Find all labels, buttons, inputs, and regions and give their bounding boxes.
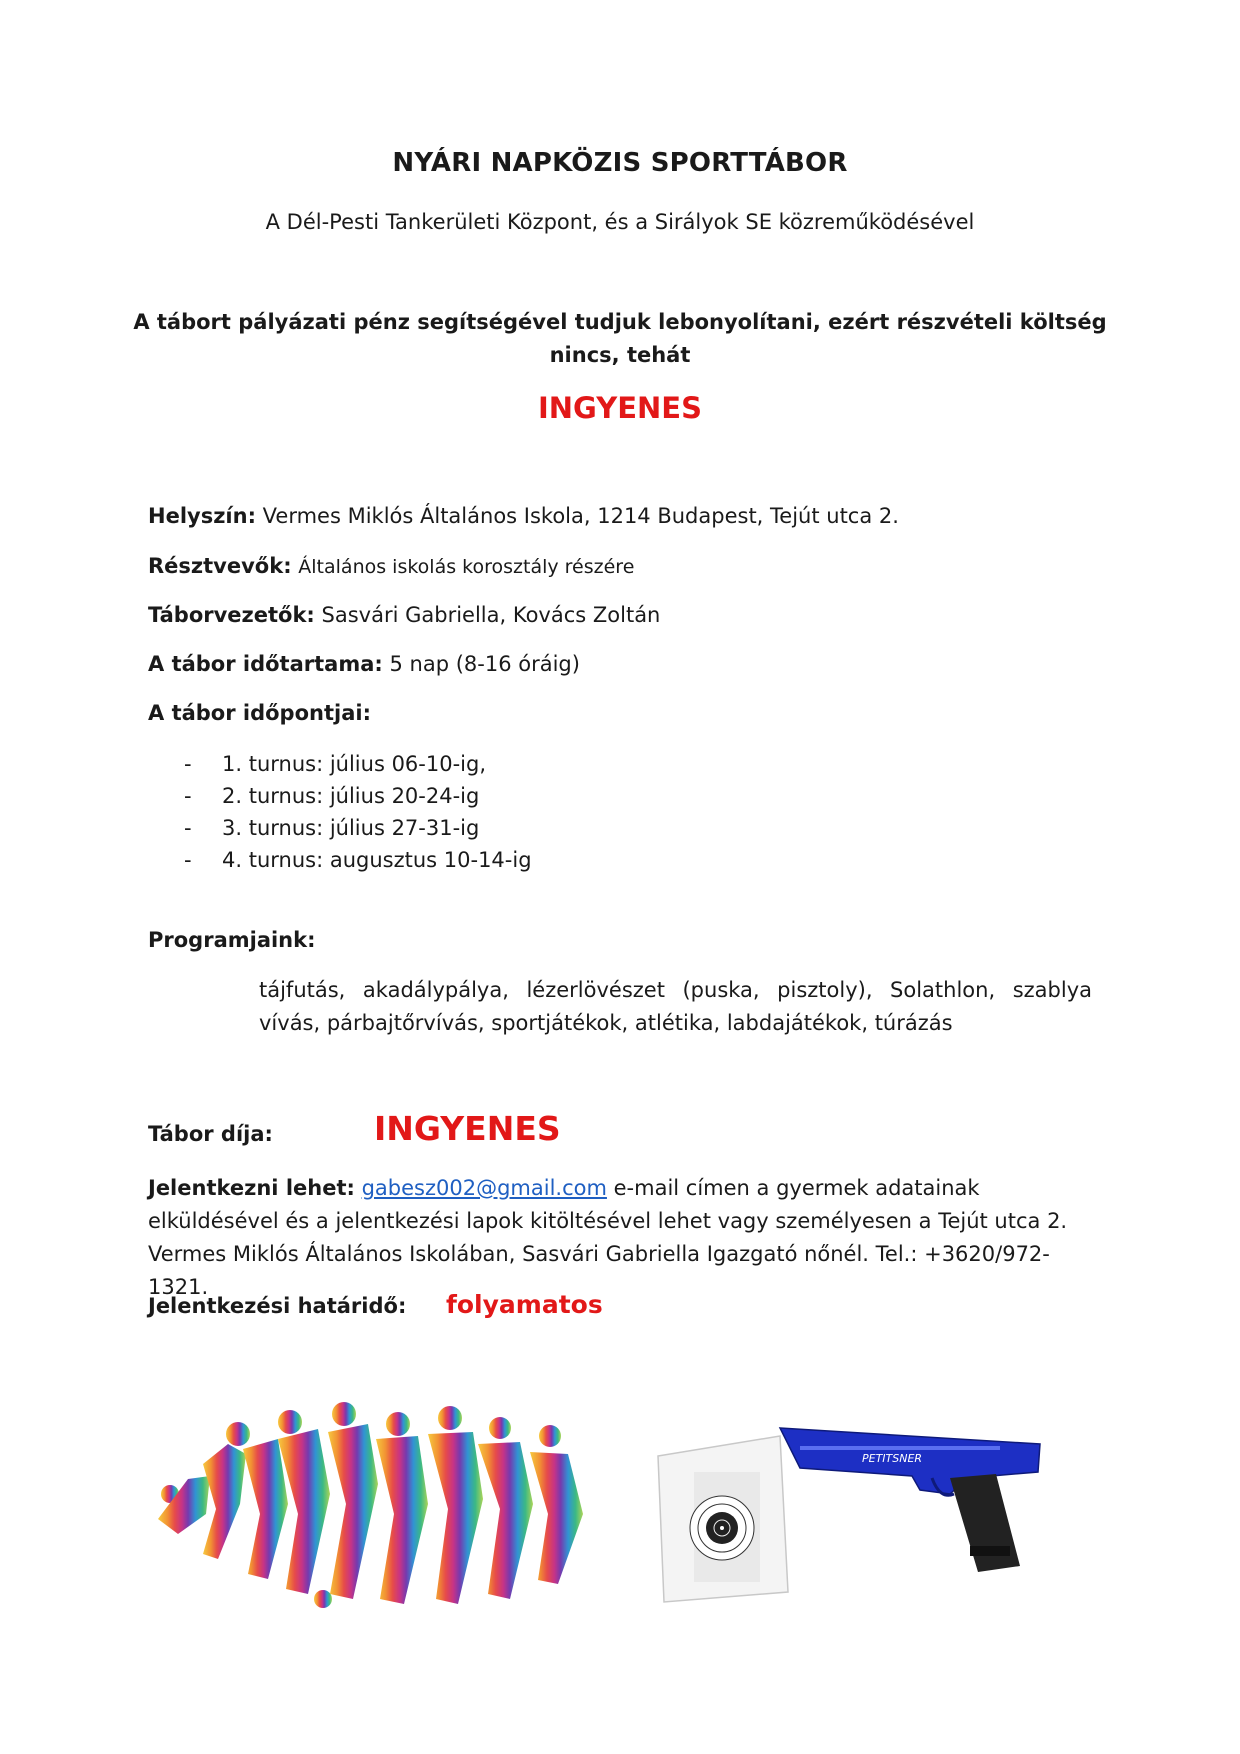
turn-text: 1. turnus: július 06-10-ig, (222, 752, 487, 776)
sports-silhouettes-illustration (148, 1384, 598, 1614)
duration-label: A tábor időtartama: (148, 652, 383, 676)
programs-text: tájfutás, akadálypálya, lézerlövészet (puska, pisztoly), Solathlon, szablya vívás, párbajtőrvívás, sportjátékok, atlétika, labdajátékok, túrázás (259, 978, 1092, 1035)
location-line (148, 504, 899, 528)
page-subtitle: A Dél-Pesti Tankerületi Központ, és a Sirályok SE közreműködésével (265, 210, 975, 234)
bullet-dash: - (184, 752, 192, 776)
location-label: Helyszín: (148, 504, 256, 528)
contact-paragraph (148, 1172, 1098, 1304)
free-banner: INGYENES (537, 391, 702, 425)
participants-line (148, 554, 634, 578)
list-item (184, 848, 532, 872)
pistol-brand-label: PETITSNER (862, 1452, 923, 1465)
deadline-label: Jelentkezési határidő: (148, 1294, 407, 1318)
location-value: Vermes Miklós Általános Iskola, 1214 Budapest, Tejút utca 2. (262, 504, 899, 528)
deadline-line (148, 1294, 406, 1318)
leaders-value: Sasvári Gabriella, Kovács Zoltán (321, 603, 661, 627)
email-link[interactable]: gabesz002@gmail.com (361, 1176, 607, 1200)
bullet-dash: - (184, 816, 192, 840)
leaders-line (148, 603, 660, 627)
laser-pistol-photo (650, 1416, 1062, 1610)
turn-text: 4. turnus: augusztus 10-14-ig (222, 848, 532, 872)
list-item (184, 816, 479, 840)
participants-label: Résztvevők: (148, 554, 292, 578)
duration-value: 5 nap (8-16 óráig) (389, 652, 580, 676)
programs-line (148, 928, 316, 952)
fee-line (148, 1122, 273, 1146)
dates-label: A tábor időpontjai: (148, 701, 371, 725)
deadline-value: folyamatos (446, 1290, 603, 1319)
page-title: NYÁRI NAPKÖZIS SPORTTÁBOR (392, 148, 848, 178)
contact-text: e-mail címen a gyermek adatainak elküldésével és a jelentkezési lapok kitöltésével lehet vagy személyesen a Tejút utca 2. Vermes Miklós Általános Iskolában, Sasvári Gabriella Igazgató nőnél. Tel.: +3620/972-1321. (148, 1176, 1068, 1299)
dates-line (148, 701, 371, 725)
duration-line (148, 652, 580, 676)
contact-label: Jelentkezni lehet: (148, 1176, 355, 1200)
turn-text: 3. turnus: július 27-31-ig (222, 816, 480, 840)
fee-label: Tábor díja: (148, 1122, 273, 1146)
target-card (658, 1436, 788, 1602)
programs-label: Programjaink: (148, 928, 316, 952)
participants-value: Általános iskolás korosztály részére (298, 556, 635, 578)
leaders-label: Táborvezetők: (148, 603, 315, 627)
fee-value: INGYENES (374, 1109, 561, 1148)
list-item (184, 784, 479, 808)
turn-text: 2. turnus: július 20-24-ig (222, 784, 480, 808)
bullet-dash: - (184, 848, 192, 872)
list-item (184, 752, 486, 776)
funding-notice: A tábort pályázati pénz segítségével tudjuk lebonyolítani, ezért részvételi költség nincs, tehát (133, 310, 1107, 367)
bullet-dash: - (184, 784, 192, 808)
